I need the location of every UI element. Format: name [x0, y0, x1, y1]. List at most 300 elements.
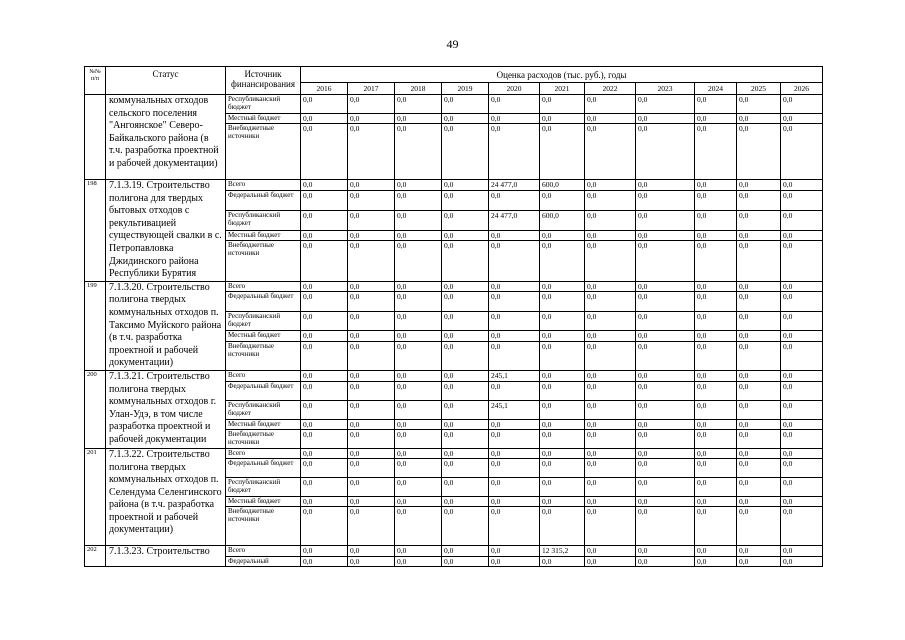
- value-cell: 0,0: [781, 230, 823, 240]
- funding-source-cell: Местный бюджет: [226, 114, 301, 124]
- header-status: Статус: [106, 67, 226, 95]
- value-cell: 0,0: [301, 331, 348, 341]
- funding-source-cell: Всего: [226, 448, 301, 458]
- value-cell: 0,0: [636, 370, 695, 381]
- value-cell: 0,0: [348, 341, 395, 370]
- value-cell: 0,0: [695, 381, 737, 400]
- value-cell: 0,0: [636, 506, 695, 545]
- value-cell: 12 315,2: [540, 545, 585, 556]
- value-cell: 0,0: [585, 292, 636, 312]
- year-header-cell: 2022: [585, 83, 636, 95]
- value-cell: 0,0: [737, 370, 781, 381]
- funding-source-cell: Внебюджетные источники: [226, 506, 301, 545]
- value-cell: 0,0: [540, 241, 585, 282]
- value-cell: 0,0: [395, 400, 442, 419]
- year-header-cell: 2016: [301, 83, 348, 95]
- value-cell: 0,0: [585, 556, 636, 566]
- funding-source-cell: Республиканский бюджет: [226, 477, 301, 496]
- year-header-cell: 2025: [737, 83, 781, 95]
- value-cell: 0,0: [301, 400, 348, 419]
- value-cell: 0,0: [395, 556, 442, 566]
- table-row: [85, 95, 823, 114]
- table-row: [85, 545, 823, 556]
- funding-source-cell: Федеральный бюджет: [226, 292, 301, 312]
- funding-source-cell: Внебюджетные источники: [226, 429, 301, 448]
- value-cell: 0,0: [737, 458, 781, 477]
- value-cell: 0,0: [781, 241, 823, 282]
- value-cell: 600,0: [540, 180, 585, 191]
- value-cell: 0,0: [781, 191, 823, 211]
- status-cell: 7.1.3.19. Строительство полигона для твердых бытовых отходов с рекультивацией существующей свалки в с. Петропавловка Джидинского района Республики Бурятия: [106, 180, 226, 282]
- value-cell: 0,0: [348, 545, 395, 556]
- value-cell: 0,0: [540, 477, 585, 496]
- funding-source-cell: Федеральный: [226, 556, 301, 566]
- value-cell: 0,0: [585, 506, 636, 545]
- value-cell: 0,0: [636, 124, 695, 180]
- value-cell: 0,0: [395, 114, 442, 124]
- value-cell: 0,0: [348, 429, 395, 448]
- value-cell: 0,0: [489, 230, 540, 240]
- funding-source-cell: Республиканский бюджет: [226, 95, 301, 114]
- value-cell: 0,0: [442, 381, 489, 400]
- funding-source-cell: Федеральный бюджет: [226, 458, 301, 477]
- value-cell: 0,0: [395, 341, 442, 370]
- value-cell: 0,0: [301, 506, 348, 545]
- header-source: Источник финансирования: [226, 67, 301, 95]
- value-cell: 0,0: [489, 124, 540, 180]
- value-cell: 0,0: [585, 448, 636, 458]
- value-cell: 0,0: [781, 281, 823, 291]
- value-cell: 0,0: [737, 180, 781, 191]
- value-cell: 0,0: [540, 556, 585, 566]
- value-cell: 0,0: [301, 211, 348, 231]
- value-cell: 0,0: [348, 241, 395, 282]
- value-cell: 0,0: [395, 281, 442, 291]
- value-cell: 0,0: [737, 381, 781, 400]
- value-cell: 0,0: [695, 448, 737, 458]
- funding-source-cell: Местный бюджет: [226, 230, 301, 240]
- value-cell: 0,0: [489, 114, 540, 124]
- table-row: [85, 370, 823, 381]
- value-cell: 0,0: [301, 448, 348, 458]
- funding-source-cell: Всего: [226, 281, 301, 291]
- table-row: [85, 448, 823, 458]
- value-cell: 0,0: [489, 429, 540, 448]
- status-cell: 7.1.3.20. Строительство полигона твердых коммунальных отходов п. Таксимо Муйского района (в т.ч. разработка проектной и рабочей документации): [106, 281, 226, 370]
- row-number: 201: [85, 448, 106, 545]
- value-cell: 0,0: [348, 370, 395, 381]
- status-cell: 7.1.3.23. Строительство: [106, 545, 226, 566]
- value-cell: 0,0: [695, 331, 737, 341]
- row-number: [85, 95, 106, 180]
- value-cell: 0,0: [489, 448, 540, 458]
- value-cell: 0,0: [442, 496, 489, 506]
- value-cell: 0,0: [737, 419, 781, 429]
- value-cell: 0,0: [540, 95, 585, 114]
- value-cell: 0,0: [395, 191, 442, 211]
- value-cell: 0,0: [348, 556, 395, 566]
- value-cell: 0,0: [585, 281, 636, 291]
- value-cell: 0,0: [489, 545, 540, 556]
- value-cell: 0,0: [695, 496, 737, 506]
- funding-source-cell: Всего: [226, 180, 301, 191]
- value-cell: 0,0: [348, 419, 395, 429]
- value-cell: 0,0: [540, 496, 585, 506]
- value-cell: 0,0: [636, 241, 695, 282]
- year-header-cell: 2019: [442, 83, 489, 95]
- value-cell: 0,0: [781, 341, 823, 370]
- value-cell: 0,0: [636, 191, 695, 211]
- value-cell: 0,0: [781, 506, 823, 545]
- value-cell: 0,0: [348, 400, 395, 419]
- value-cell: 0,0: [695, 400, 737, 419]
- value-cell: 0,0: [636, 281, 695, 291]
- value-cell: 0,0: [348, 230, 395, 240]
- value-cell: 0,0: [442, 180, 489, 191]
- value-cell: 0,0: [781, 114, 823, 124]
- year-header-cell: 2017: [348, 83, 395, 95]
- value-cell: 0,0: [540, 419, 585, 429]
- value-cell: 0,0: [301, 419, 348, 429]
- funding-source-cell: Внебюджетные источники: [226, 341, 301, 370]
- value-cell: 0,0: [442, 114, 489, 124]
- value-cell: 0,0: [489, 292, 540, 312]
- value-cell: 0,0: [695, 419, 737, 429]
- value-cell: 0,0: [695, 458, 737, 477]
- value-cell: 0,0: [301, 341, 348, 370]
- value-cell: 245,1: [489, 370, 540, 381]
- value-cell: 0,0: [737, 281, 781, 291]
- value-cell: 0,0: [348, 506, 395, 545]
- value-cell: 0,0: [585, 311, 636, 331]
- value-cell: 0,0: [301, 381, 348, 400]
- value-cell: 0,0: [585, 496, 636, 506]
- value-cell: 0,0: [301, 281, 348, 291]
- value-cell: 0,0: [301, 114, 348, 124]
- value-cell: 0,0: [585, 370, 636, 381]
- value-cell: 0,0: [636, 496, 695, 506]
- value-cell: 0,0: [395, 496, 442, 506]
- page-number: 49: [446, 37, 459, 51]
- value-cell: 0,0: [636, 429, 695, 448]
- value-cell: 0,0: [781, 448, 823, 458]
- value-cell: 0,0: [489, 191, 540, 211]
- value-cell: 0,0: [489, 311, 540, 331]
- value-cell: 0,0: [489, 556, 540, 566]
- value-cell: 0,0: [695, 281, 737, 291]
- value-cell: 0,0: [489, 241, 540, 282]
- value-cell: 0,0: [585, 211, 636, 231]
- value-cell: 0,0: [442, 545, 489, 556]
- value-cell: 0,0: [636, 419, 695, 429]
- value-cell: 0,0: [442, 241, 489, 282]
- value-cell: 0,0: [636, 458, 695, 477]
- value-cell: 0,0: [540, 400, 585, 419]
- value-cell: 0,0: [737, 341, 781, 370]
- value-cell: 0,0: [737, 496, 781, 506]
- value-cell: 0,0: [737, 230, 781, 240]
- value-cell: 0,0: [585, 114, 636, 124]
- value-cell: 0,0: [540, 458, 585, 477]
- value-cell: 0,0: [781, 496, 823, 506]
- value-cell: 0,0: [585, 191, 636, 211]
- value-cell: 0,0: [301, 191, 348, 211]
- value-cell: 24 477,0: [489, 211, 540, 231]
- funding-source-cell: Федеральный бюджет: [226, 191, 301, 211]
- value-cell: 0,0: [737, 241, 781, 282]
- value-cell: 0,0: [442, 211, 489, 231]
- value-cell: 0,0: [348, 448, 395, 458]
- value-cell: 0,0: [301, 545, 348, 556]
- value-cell: 0,0: [781, 124, 823, 180]
- value-cell: 0,0: [395, 370, 442, 381]
- value-cell: 0,0: [585, 230, 636, 240]
- value-cell: 0,0: [636, 331, 695, 341]
- value-cell: 0,0: [781, 429, 823, 448]
- value-cell: 0,0: [737, 95, 781, 114]
- value-cell: 245,1: [489, 400, 540, 419]
- value-cell: 24 477,0: [489, 180, 540, 191]
- value-cell: 0,0: [695, 211, 737, 231]
- value-cell: 0,0: [781, 370, 823, 381]
- value-cell: 0,0: [301, 370, 348, 381]
- value-cell: 0,0: [442, 191, 489, 211]
- value-cell: 0,0: [442, 331, 489, 341]
- value-cell: 0,0: [636, 292, 695, 312]
- value-cell: 0,0: [636, 114, 695, 124]
- value-cell: 0,0: [585, 381, 636, 400]
- value-cell: 0,0: [737, 292, 781, 312]
- value-cell: 0,0: [585, 124, 636, 180]
- value-cell: 0,0: [489, 458, 540, 477]
- value-cell: 0,0: [636, 556, 695, 566]
- value-cell: 0,0: [540, 230, 585, 240]
- value-cell: 0,0: [442, 448, 489, 458]
- value-cell: 0,0: [636, 341, 695, 370]
- value-cell: 0,0: [395, 448, 442, 458]
- value-cell: 0,0: [301, 556, 348, 566]
- value-cell: 0,0: [585, 477, 636, 496]
- year-header-cell: 2024: [695, 83, 737, 95]
- funding-source-cell: Внебюджетные источники: [226, 124, 301, 180]
- value-cell: 0,0: [348, 477, 395, 496]
- value-cell: 0,0: [737, 477, 781, 496]
- row-number: 199: [85, 281, 106, 370]
- value-cell: 0,0: [695, 114, 737, 124]
- value-cell: 0,0: [395, 331, 442, 341]
- value-cell: 0,0: [301, 311, 348, 331]
- value-cell: 0,0: [540, 429, 585, 448]
- value-cell: 0,0: [585, 419, 636, 429]
- value-cell: 0,0: [540, 331, 585, 341]
- value-cell: 0,0: [348, 381, 395, 400]
- value-cell: 0,0: [781, 556, 823, 566]
- value-cell: 0,0: [348, 180, 395, 191]
- row-number: 200: [85, 370, 106, 448]
- row-number: 198: [85, 180, 106, 282]
- value-cell: 0,0: [695, 230, 737, 240]
- expenditure-table: [84, 66, 823, 567]
- value-cell: 0,0: [395, 545, 442, 556]
- value-cell: 0,0: [489, 331, 540, 341]
- value-cell: 0,0: [737, 429, 781, 448]
- value-cell: 0,0: [301, 429, 348, 448]
- value-cell: 0,0: [540, 370, 585, 381]
- value-cell: 0,0: [737, 114, 781, 124]
- value-cell: 0,0: [301, 496, 348, 506]
- value-cell: 0,0: [540, 341, 585, 370]
- value-cell: 0,0: [540, 506, 585, 545]
- value-cell: 0,0: [395, 458, 442, 477]
- table-row: [85, 180, 823, 191]
- value-cell: 0,0: [540, 448, 585, 458]
- funding-source-cell: Республиканский бюджет: [226, 211, 301, 231]
- value-cell: 0,0: [540, 311, 585, 331]
- value-cell: 0,0: [489, 281, 540, 291]
- value-cell: 0,0: [301, 477, 348, 496]
- value-cell: 0,0: [395, 230, 442, 240]
- value-cell: 0,0: [737, 506, 781, 545]
- funding-source-cell: Всего: [226, 370, 301, 381]
- value-cell: 0,0: [301, 95, 348, 114]
- value-cell: 0,0: [348, 95, 395, 114]
- status-cell: 7.1.3.21. Строительство полигона твердых коммунальных отходов г. Улан-Удэ, в том числе разработка проектной и рабочей документации: [106, 370, 226, 448]
- year-header-cell: 2018: [395, 83, 442, 95]
- value-cell: 0,0: [781, 477, 823, 496]
- value-cell: 0,0: [540, 124, 585, 180]
- value-cell: 0,0: [348, 292, 395, 312]
- value-cell: 0,0: [395, 381, 442, 400]
- funding-source-cell: Местный бюджет: [226, 331, 301, 341]
- year-header-cell: 2020: [489, 83, 540, 95]
- value-cell: 0,0: [585, 180, 636, 191]
- value-cell: 0,0: [636, 230, 695, 240]
- value-cell: 0,0: [395, 292, 442, 312]
- value-cell: 0,0: [737, 124, 781, 180]
- value-cell: 0,0: [737, 400, 781, 419]
- value-cell: 0,0: [695, 191, 737, 211]
- value-cell: 0,0: [695, 556, 737, 566]
- value-cell: 0,0: [585, 241, 636, 282]
- value-cell: 0,0: [301, 292, 348, 312]
- value-cell: 0,0: [585, 95, 636, 114]
- value-cell: 0,0: [395, 241, 442, 282]
- value-cell: 0,0: [695, 241, 737, 282]
- table-header: [85, 67, 823, 95]
- funding-source-cell: Местный бюджет: [226, 496, 301, 506]
- value-cell: 0,0: [781, 381, 823, 400]
- year-header-cell: 2023: [636, 83, 695, 95]
- value-cell: 0,0: [695, 124, 737, 180]
- value-cell: 600,0: [540, 211, 585, 231]
- value-cell: 0,0: [395, 429, 442, 448]
- value-cell: 0,0: [695, 506, 737, 545]
- value-cell: 0,0: [781, 180, 823, 191]
- value-cell: 0,0: [540, 114, 585, 124]
- value-cell: 0,0: [348, 281, 395, 291]
- value-cell: 0,0: [636, 211, 695, 231]
- value-cell: 0,0: [540, 381, 585, 400]
- header-num: №№ п/п: [85, 67, 106, 95]
- value-cell: 0,0: [737, 191, 781, 211]
- value-cell: 0,0: [301, 180, 348, 191]
- value-cell: 0,0: [636, 95, 695, 114]
- value-cell: 0,0: [695, 180, 737, 191]
- value-cell: 0,0: [442, 370, 489, 381]
- value-cell: 0,0: [489, 477, 540, 496]
- year-header-cell: 2026: [781, 83, 823, 95]
- value-cell: 0,0: [695, 341, 737, 370]
- value-cell: 0,0: [489, 419, 540, 429]
- funding-source-cell: Республиканский бюджет: [226, 400, 301, 419]
- value-cell: 0,0: [395, 180, 442, 191]
- value-cell: 0,0: [781, 211, 823, 231]
- value-cell: 0,0: [489, 381, 540, 400]
- value-cell: 0,0: [737, 448, 781, 458]
- value-cell: 0,0: [348, 458, 395, 477]
- value-cell: 0,0: [489, 506, 540, 545]
- value-cell: 0,0: [348, 331, 395, 341]
- funding-source-cell: Местный бюджет: [226, 419, 301, 429]
- funding-source-cell: Внебюджетные источники: [226, 241, 301, 282]
- value-cell: 0,0: [442, 230, 489, 240]
- value-cell: 0,0: [781, 331, 823, 341]
- value-cell: 0,0: [636, 400, 695, 419]
- value-cell: 0,0: [585, 341, 636, 370]
- value-cell: 0,0: [489, 496, 540, 506]
- funding-source-cell: Всего: [226, 545, 301, 556]
- value-cell: 0,0: [636, 381, 695, 400]
- value-cell: 0,0: [636, 448, 695, 458]
- value-cell: 0,0: [781, 419, 823, 429]
- value-cell: 0,0: [489, 95, 540, 114]
- value-cell: 0,0: [636, 180, 695, 191]
- value-cell: 0,0: [781, 458, 823, 477]
- value-cell: 0,0: [348, 211, 395, 231]
- value-cell: 0,0: [348, 124, 395, 180]
- value-cell: 0,0: [695, 545, 737, 556]
- value-cell: 0,0: [585, 400, 636, 419]
- value-cell: 0,0: [442, 95, 489, 114]
- value-cell: 0,0: [695, 429, 737, 448]
- status-cell: 7.1.3.22. Строительство полигона твердых коммунальных отходов п. Селендума Селенгинского района (в т.ч. разработка проектной и рабочей документации): [106, 448, 226, 545]
- value-cell: 0,0: [442, 419, 489, 429]
- value-cell: 0,0: [695, 311, 737, 331]
- value-cell: 0,0: [442, 124, 489, 180]
- value-cell: 0,0: [348, 191, 395, 211]
- value-cell: 0,0: [636, 477, 695, 496]
- value-cell: 0,0: [395, 211, 442, 231]
- value-cell: 0,0: [442, 292, 489, 312]
- value-cell: 0,0: [781, 95, 823, 114]
- value-cell: 0,0: [781, 311, 823, 331]
- value-cell: 0,0: [737, 545, 781, 556]
- table-body: [85, 95, 823, 567]
- value-cell: 0,0: [585, 429, 636, 448]
- value-cell: 0,0: [395, 124, 442, 180]
- value-cell: 0,0: [348, 114, 395, 124]
- value-cell: 0,0: [301, 124, 348, 180]
- header-estimate: Оценка расходов (тыс. руб.), годы: [301, 67, 823, 83]
- value-cell: 0,0: [636, 545, 695, 556]
- value-cell: 0,0: [737, 211, 781, 231]
- value-cell: 0,0: [395, 419, 442, 429]
- value-cell: 0,0: [585, 458, 636, 477]
- value-cell: 0,0: [737, 556, 781, 566]
- value-cell: 0,0: [301, 458, 348, 477]
- value-cell: 0,0: [540, 191, 585, 211]
- value-cell: 0,0: [442, 477, 489, 496]
